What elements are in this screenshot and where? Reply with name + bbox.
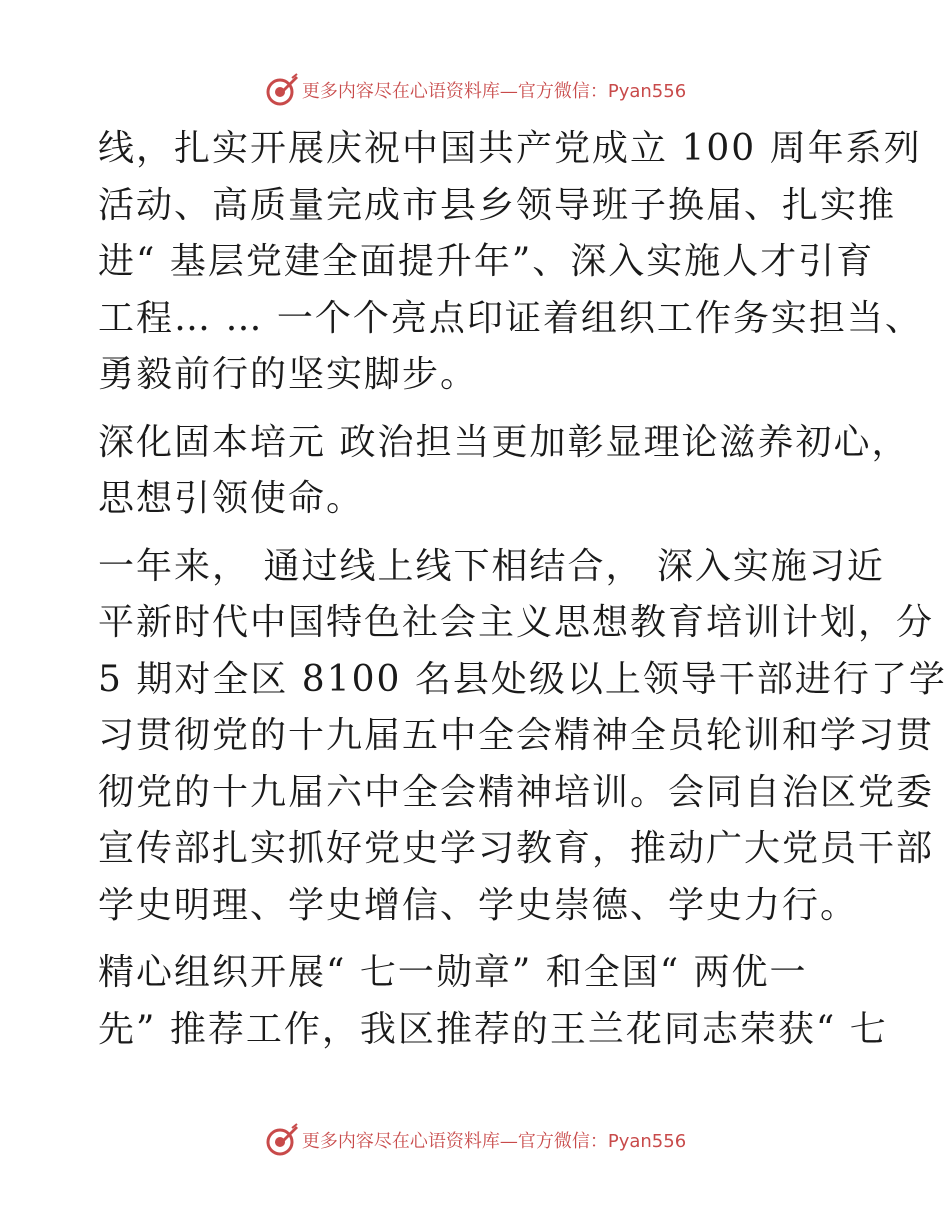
text-line: 平新时代中国特色社会主义思想教育培训计划，分 [98, 602, 935, 643]
text-line: 彻党的十九届六中全会精神培训。会同自治区党委 [98, 771, 935, 813]
quill-pen-logo-icon [264, 72, 300, 108]
paragraph [98, 121, 923, 404]
paragraph [98, 945, 888, 1058]
text-line: 一年来， 通过线上线下相结合， 深入实施习近 [98, 545, 885, 587]
footer-wechat-id: Pyan556 [607, 1131, 687, 1152]
text-line: 线，扎实开展庆祝中国共产党成立 100 周年系列 [98, 128, 922, 169]
text-line: 宣传部扎实抓好党史学习教育，推动广大党员干部 [98, 828, 935, 869]
document-body [98, 121, 947, 1058]
header-wechat-id: Pyan556 [607, 81, 687, 102]
paragraph [98, 415, 910, 528]
text-line: 勇毅前行的坚实脚步。 [98, 354, 479, 395]
text-line: 思想引领使命。 [98, 478, 365, 519]
text-line: 习贯彻党的十九届五中全会精神全员轮训和学习贯 [98, 715, 935, 756]
footer-banner-text: 更多内容尽在心语资料库—官方微信： [301, 1131, 608, 1152]
header-banner-text: 更多内容尽在心语资料库—官方微信： [301, 81, 608, 102]
text-line: 深化固本培元 政治担当更加彰显理论滋养初心， [98, 421, 910, 463]
text-line: 进“ 基层党建全面提升年”、深入实施人才引育 [98, 241, 875, 282]
text-line: 精心组织开展“ 七一勋章” 和全国“ 两优一 [98, 952, 808, 993]
text-line: 工程… … 一个个亮点印证着组织工作务实担当、 [98, 297, 923, 339]
text-line: 学史明理、学史增信、学史崇德、学史力行。 [98, 884, 859, 926]
paragraph [98, 539, 947, 935]
quill-pen-logo-icon [264, 1122, 300, 1158]
text-line: 先” 推荐工作，我区推荐的王兰花同志荣获“ 七 [98, 1008, 888, 1050]
text-line: 5 期对全区 8100 名县处级以上领导干部进行了学 [98, 658, 947, 700]
footer-banner [0, 1120, 950, 1160]
header-banner [0, 70, 950, 110]
text-line: 活动、高质量完成市县乡领导班子换届、扎实推 [98, 184, 897, 226]
